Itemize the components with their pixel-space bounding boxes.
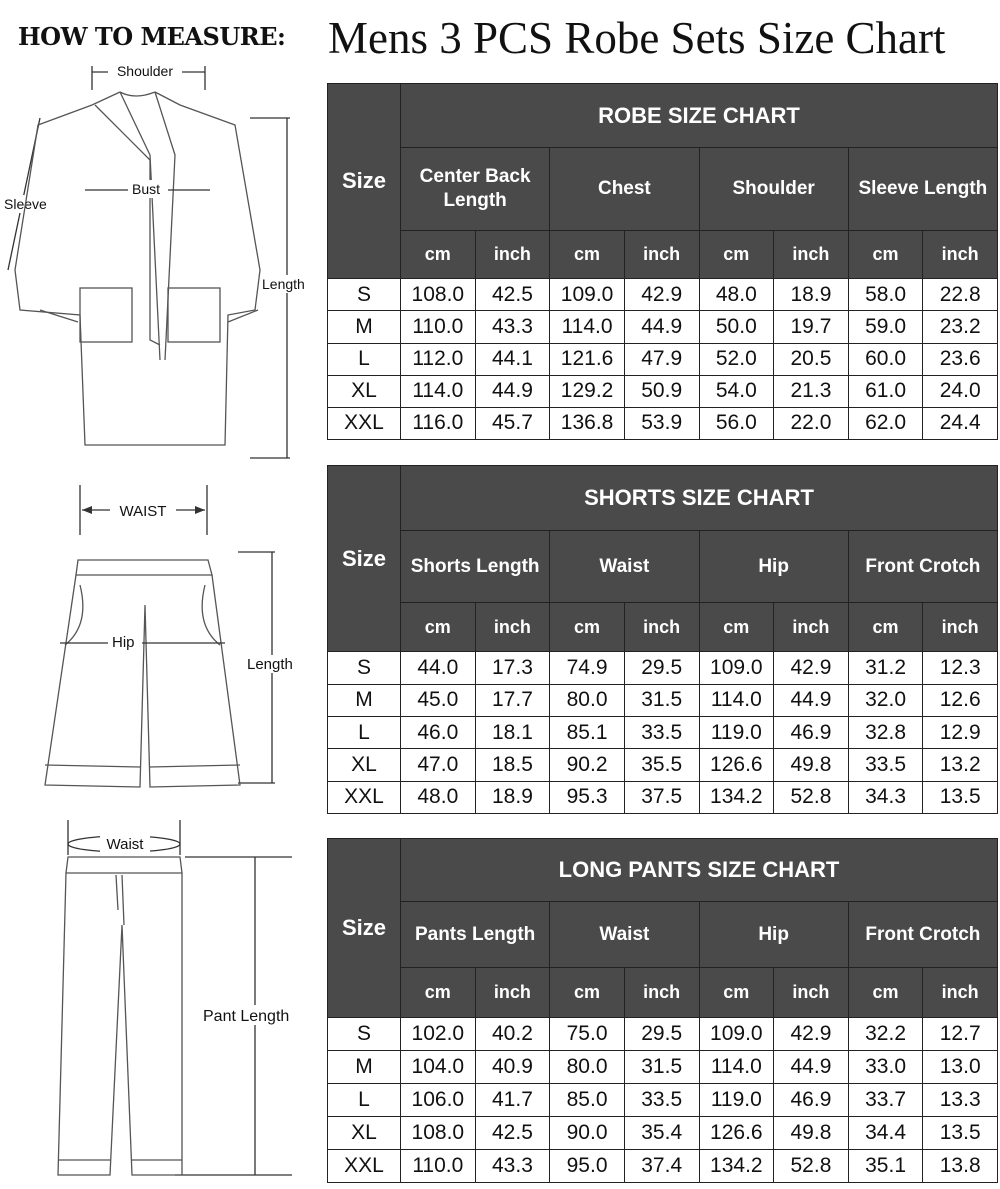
measurement-cell: 37.4 — [624, 1150, 699, 1183]
size-cell: S — [328, 1018, 401, 1051]
column-header: Front Crotch — [848, 530, 997, 602]
table-row — [328, 1084, 998, 1117]
measurement-cell: 80.0 — [550, 684, 625, 716]
measurement-cell: 90.2 — [550, 749, 625, 781]
length-label: Length — [262, 276, 305, 292]
page-title: Mens 3 PCS Robe Sets Size Chart — [328, 13, 946, 63]
measurement-cell: 95.3 — [550, 781, 625, 813]
shorts-size-chart — [327, 465, 998, 814]
column-header: Center Back Length — [401, 148, 550, 230]
measurement-cell: 109.0 — [699, 652, 774, 684]
table-row — [328, 311, 998, 343]
pant-length-label: Pant Length — [203, 1008, 290, 1025]
size-cell: XXL — [328, 407, 401, 439]
measurement-cell: 126.6 — [699, 749, 774, 781]
measurement-cell: 114.0 — [699, 684, 774, 716]
measurement-cell: 44.9 — [774, 684, 849, 716]
measurement-cell: 44.1 — [475, 343, 550, 375]
measurement-cell: 42.5 — [475, 279, 550, 311]
unit-header: cm — [848, 968, 923, 1018]
measurement-cell: 61.0 — [848, 375, 923, 407]
unit-header: cm — [550, 603, 625, 652]
measurement-cell: 44.9 — [475, 375, 550, 407]
size-cell: XL — [328, 375, 401, 407]
measurement-cell: 48.0 — [699, 279, 774, 311]
unit-header: cm — [848, 603, 923, 652]
size-cell: XXL — [328, 781, 401, 813]
unit-header: inch — [475, 968, 550, 1018]
measurement-cell: 119.0 — [699, 1084, 774, 1117]
measurement-cell: 121.6 — [550, 343, 625, 375]
measurement-cell: 136.8 — [550, 407, 625, 439]
measurement-cell: 102.0 — [401, 1018, 476, 1051]
measurement-cell: 95.0 — [550, 1150, 625, 1183]
measurement-cell: 109.0 — [699, 1018, 774, 1051]
measurement-cell: 85.1 — [550, 716, 625, 748]
table-row — [328, 652, 998, 684]
measurement-cell: 48.0 — [401, 781, 476, 813]
measurement-cell: 110.0 — [401, 311, 476, 343]
unit-header: inch — [923, 230, 998, 279]
measurement-cell: 62.0 — [848, 407, 923, 439]
measurement-cell: 49.8 — [774, 1117, 849, 1150]
unit-header: cm — [401, 230, 476, 279]
robe-illustration — [0, 60, 325, 465]
unit-header: cm — [699, 968, 774, 1018]
measurement-cell: 35.1 — [848, 1150, 923, 1183]
measurement-cell: 24.0 — [923, 375, 998, 407]
measurement-cell: 35.5 — [624, 749, 699, 781]
measurement-cell: 46.9 — [774, 1084, 849, 1117]
measurement-cell: 13.2 — [923, 749, 998, 781]
measurement-cell: 114.0 — [699, 1051, 774, 1084]
measurement-cell: 31.2 — [848, 652, 923, 684]
pants-chart-title: LONG PANTS SIZE CHART — [401, 839, 998, 902]
column-header: Pants Length — [401, 902, 550, 968]
measurement-cell: 116.0 — [401, 407, 476, 439]
size-cell: L — [328, 716, 401, 748]
shorts-illustration — [0, 475, 325, 800]
unit-header: inch — [774, 968, 849, 1018]
robe-size-chart — [327, 83, 998, 440]
measurement-cell: 44.0 — [401, 652, 476, 684]
measurement-cell: 108.0 — [401, 279, 476, 311]
robe-chart-title: ROBE SIZE CHART — [401, 84, 998, 148]
waist-label: WAIST — [119, 503, 167, 520]
measurement-cell: 21.3 — [774, 375, 849, 407]
measurement-cell: 13.8 — [923, 1150, 998, 1183]
measurement-cell: 12.6 — [923, 684, 998, 716]
sleeve-label: Sleeve — [4, 196, 47, 212]
size-header: Size — [328, 84, 401, 279]
table-row — [328, 749, 998, 781]
measurement-cell: 85.0 — [550, 1084, 625, 1117]
measurement-cell: 43.3 — [475, 1150, 550, 1183]
size-cell: M — [328, 1051, 401, 1084]
size-cell: M — [328, 684, 401, 716]
measurement-cell: 134.2 — [699, 781, 774, 813]
measurement-cell: 56.0 — [699, 407, 774, 439]
measurement-cell: 114.0 — [401, 375, 476, 407]
measurement-cell: 29.5 — [624, 652, 699, 684]
measurement-cell: 106.0 — [401, 1084, 476, 1117]
measurement-cell: 17.7 — [475, 684, 550, 716]
measurement-cell: 104.0 — [401, 1051, 476, 1084]
measurement-cell: 34.3 — [848, 781, 923, 813]
unit-header: inch — [624, 603, 699, 652]
table-row — [328, 1018, 998, 1051]
measurement-cell: 17.3 — [475, 652, 550, 684]
table-row — [328, 279, 998, 311]
measurement-cell: 42.9 — [774, 1018, 849, 1051]
measurement-cell: 52.8 — [774, 781, 849, 813]
measurement-cell: 20.5 — [774, 343, 849, 375]
measurement-cell: 58.0 — [848, 279, 923, 311]
measurement-cell: 75.0 — [550, 1018, 625, 1051]
measurement-cell: 40.2 — [475, 1018, 550, 1051]
measurement-cell: 24.4 — [923, 407, 998, 439]
measurement-cell: 18.1 — [475, 716, 550, 748]
unit-header: inch — [475, 603, 550, 652]
size-cell: S — [328, 279, 401, 311]
waist-label: Waist — [106, 836, 144, 853]
measurement-cell: 47.0 — [401, 749, 476, 781]
table-row — [328, 1117, 998, 1150]
measurement-cell: 134.2 — [699, 1150, 774, 1183]
measurement-cell: 33.7 — [848, 1084, 923, 1117]
table-row — [328, 1150, 998, 1183]
column-header: Chest — [550, 148, 699, 230]
shorts-chart-title: SHORTS SIZE CHART — [401, 466, 998, 531]
measurement-cell: 50.9 — [624, 375, 699, 407]
table-row — [328, 407, 998, 439]
measurement-cell: 114.0 — [550, 311, 625, 343]
measurement-cell: 33.5 — [848, 749, 923, 781]
shoulder-label: Shoulder — [116, 63, 174, 79]
measurement-cell: 33.5 — [624, 1084, 699, 1117]
measurement-cell: 110.0 — [401, 1150, 476, 1183]
measurement-cell: 23.2 — [923, 311, 998, 343]
measurement-cell: 108.0 — [401, 1117, 476, 1150]
measurement-cell: 32.0 — [848, 684, 923, 716]
hip-label: Hip — [112, 634, 135, 651]
size-cell: S — [328, 652, 401, 684]
size-header: Size — [328, 466, 401, 652]
measurement-cell: 22.8 — [923, 279, 998, 311]
unit-header: cm — [550, 968, 625, 1018]
column-header: Waist — [550, 902, 699, 968]
size-cell: L — [328, 343, 401, 375]
unit-header: inch — [624, 968, 699, 1018]
measurement-cell: 13.3 — [923, 1084, 998, 1117]
column-header: Shoulder — [699, 148, 848, 230]
long-pants-size-chart — [327, 838, 998, 1183]
measurement-cell: 44.9 — [624, 311, 699, 343]
measurement-cell: 31.5 — [624, 684, 699, 716]
measurement-cell: 29.5 — [624, 1018, 699, 1051]
bust-label: Bust — [132, 181, 161, 197]
measurement-cell: 126.6 — [699, 1117, 774, 1150]
table-row — [328, 684, 998, 716]
measurement-cell: 37.5 — [624, 781, 699, 813]
unit-header: cm — [550, 230, 625, 279]
measurement-cell: 18.9 — [774, 279, 849, 311]
measurement-cell: 47.9 — [624, 343, 699, 375]
measurement-cell: 45.7 — [475, 407, 550, 439]
table-row — [328, 716, 998, 748]
measurement-cell: 18.5 — [475, 749, 550, 781]
measurement-cell: 59.0 — [848, 311, 923, 343]
measurement-cell: 42.9 — [624, 279, 699, 311]
measurement-cell: 119.0 — [699, 716, 774, 748]
measurement-cell: 13.0 — [923, 1051, 998, 1084]
measurement-cell: 42.9 — [774, 652, 849, 684]
unit-header: inch — [774, 603, 849, 652]
unit-header: cm — [401, 603, 476, 652]
unit-header: inch — [923, 603, 998, 652]
column-header: Hip — [699, 530, 848, 602]
measurement-cell: 52.8 — [774, 1150, 849, 1183]
unit-header: inch — [923, 968, 998, 1018]
unit-header: inch — [774, 230, 849, 279]
table-row — [328, 1051, 998, 1084]
column-header: Shorts Length — [401, 530, 550, 602]
column-header: Sleeve Length — [848, 148, 997, 230]
measurement-cell: 41.7 — [475, 1084, 550, 1117]
unit-header: cm — [699, 230, 774, 279]
measurement-cell: 32.8 — [848, 716, 923, 748]
how-to-measure-heading: HOW TO MEASURE: — [18, 22, 286, 51]
measurement-cell: 80.0 — [550, 1051, 625, 1084]
size-header: Size — [328, 839, 401, 1018]
measurement-cell: 50.0 — [699, 311, 774, 343]
measurement-cell: 12.7 — [923, 1018, 998, 1051]
measurement-cell: 22.0 — [774, 407, 849, 439]
measurement-cell: 45.0 — [401, 684, 476, 716]
measurement-cell: 35.4 — [624, 1117, 699, 1150]
size-cell: L — [328, 1084, 401, 1117]
measurement-cell: 53.9 — [624, 407, 699, 439]
column-header: Front Crotch — [848, 902, 997, 968]
table-row — [328, 343, 998, 375]
measurement-cell: 34.4 — [848, 1117, 923, 1150]
measurement-cell: 90.0 — [550, 1117, 625, 1150]
length-label: Length — [247, 656, 293, 673]
table-row — [328, 375, 998, 407]
unit-header: cm — [401, 968, 476, 1018]
measurement-cell: 12.3 — [923, 652, 998, 684]
measurement-cell: 44.9 — [774, 1051, 849, 1084]
size-cell: XXL — [328, 1150, 401, 1183]
unit-header: inch — [624, 230, 699, 279]
size-cell: XL — [328, 749, 401, 781]
measurement-cell: 109.0 — [550, 279, 625, 311]
table-row — [328, 781, 998, 813]
measurement-cell: 23.6 — [923, 343, 998, 375]
measurement-cell: 40.9 — [475, 1051, 550, 1084]
measurement-cell: 12.9 — [923, 716, 998, 748]
measurement-cell: 33.0 — [848, 1051, 923, 1084]
pants-illustration — [0, 815, 325, 1185]
unit-header: cm — [699, 603, 774, 652]
column-header: Hip — [699, 902, 848, 968]
size-cell: XL — [328, 1117, 401, 1150]
measurement-cell: 60.0 — [848, 343, 923, 375]
measurement-cell: 74.9 — [550, 652, 625, 684]
measurement-cell: 49.8 — [774, 749, 849, 781]
measurement-cell: 33.5 — [624, 716, 699, 748]
unit-header: cm — [848, 230, 923, 279]
measurement-cell: 13.5 — [923, 1117, 998, 1150]
measurement-cell: 31.5 — [624, 1051, 699, 1084]
measurement-cell: 129.2 — [550, 375, 625, 407]
measurement-cell: 54.0 — [699, 375, 774, 407]
size-cell: M — [328, 311, 401, 343]
measurement-cell: 13.5 — [923, 781, 998, 813]
measurement-cell: 52.0 — [699, 343, 774, 375]
column-header: Waist — [550, 530, 699, 602]
measurement-cell: 42.5 — [475, 1117, 550, 1150]
measurement-cell: 19.7 — [774, 311, 849, 343]
measurement-cell: 46.0 — [401, 716, 476, 748]
measurement-cell: 112.0 — [401, 343, 476, 375]
measurement-cell: 18.9 — [475, 781, 550, 813]
unit-header: inch — [475, 230, 550, 279]
measurement-cell: 46.9 — [774, 716, 849, 748]
measurement-cell: 43.3 — [475, 311, 550, 343]
measurement-cell: 32.2 — [848, 1018, 923, 1051]
